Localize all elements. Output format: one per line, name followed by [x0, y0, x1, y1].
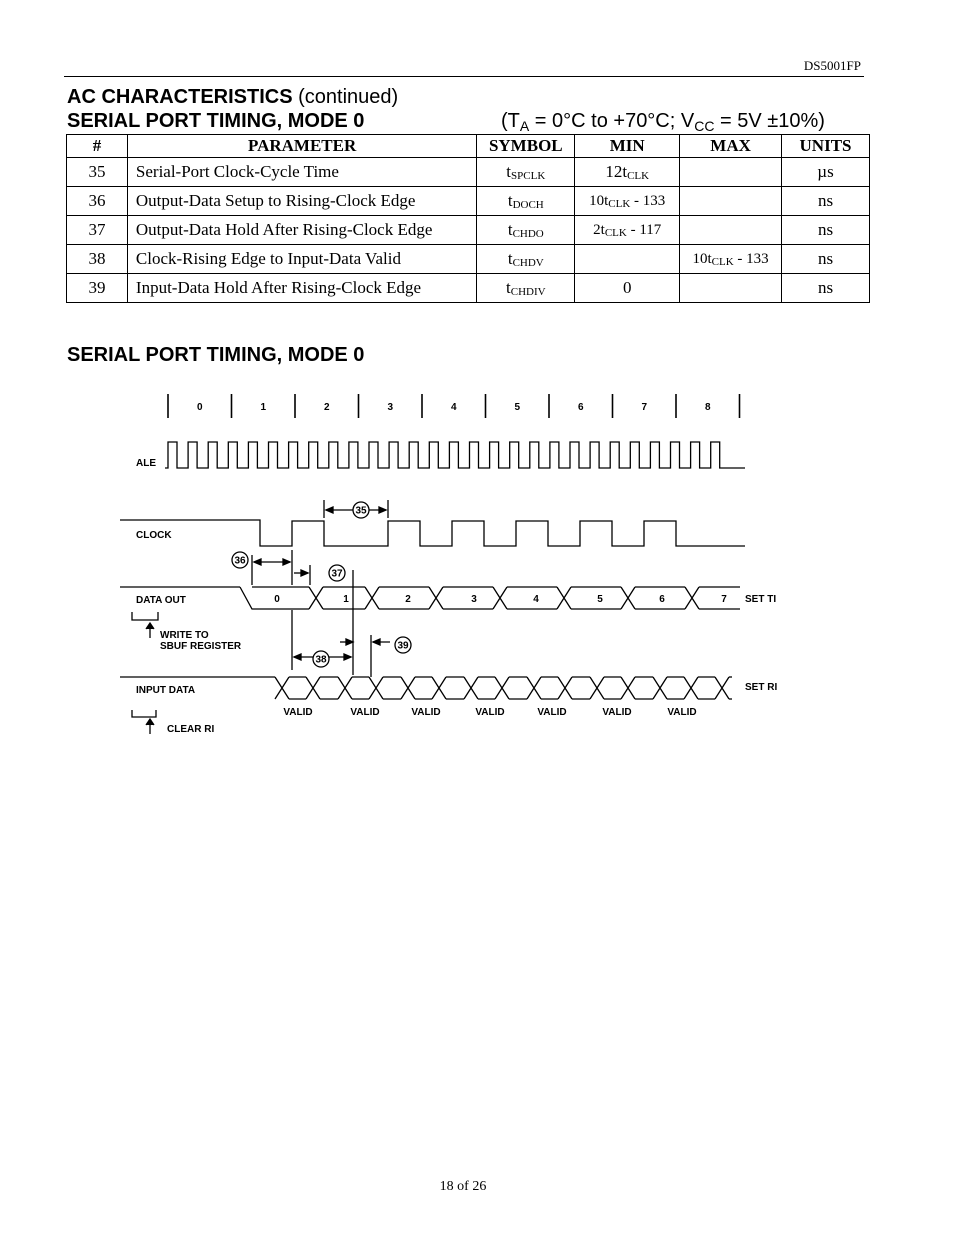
- row-units: µs: [782, 158, 870, 187]
- data-out-bit-label: 5: [597, 594, 603, 605]
- valid-label: VALID: [667, 707, 697, 718]
- ale-label: ALE: [136, 458, 156, 469]
- valid-label: VALID: [283, 707, 313, 718]
- table-title: SERIAL PORT TIMING, MODE 0: [67, 110, 365, 132]
- data-out-bit-label: 1: [343, 594, 349, 605]
- cond-sub-vcc: CC: [694, 118, 715, 134]
- data-out-bit-label: 3: [471, 594, 477, 605]
- row-num: 35: [67, 158, 128, 187]
- arrowhead-icon: [146, 719, 154, 725]
- state-label: 7: [641, 402, 648, 413]
- cond-prefix: (T: [501, 110, 520, 132]
- state-markers: [168, 394, 740, 418]
- header-min: MIN: [575, 135, 680, 158]
- arrowhead-icon: [373, 639, 380, 645]
- data-out-bit-label: 6: [659, 594, 665, 605]
- row-parameter: Output-Data Hold After Rising-Clock Edge: [127, 216, 476, 245]
- input-transition: [338, 677, 352, 699]
- input-transition: [306, 677, 320, 699]
- data-out-bit-label: 2: [405, 594, 411, 605]
- table-row: [67, 187, 870, 216]
- input-transition: [715, 677, 729, 699]
- input-transition: [495, 677, 509, 699]
- input-transition: [464, 677, 478, 699]
- row-symbol: $t_{SPCLK}$: [477, 158, 575, 187]
- valid-label: VALID: [350, 707, 380, 718]
- row-min: 0: [575, 274, 680, 303]
- sbuf-register-label: SBUF REGISTER: [160, 641, 242, 652]
- state-label: 1: [260, 402, 267, 413]
- table-row: [67, 274, 870, 303]
- input-transition: [684, 677, 698, 699]
- row-parameter: Serial-Port Clock-Cycle Time: [127, 158, 476, 187]
- ale-waveform: [165, 442, 745, 468]
- row-symbol: $t_{DOCH}$: [477, 187, 575, 216]
- row-parameter: Output-Data Setup to Rising-Clock Edge: [127, 187, 476, 216]
- row-num: 38: [67, 245, 128, 274]
- arrowhead-icon: [146, 623, 154, 629]
- data-out-transition: [365, 587, 379, 609]
- data-out-transition: [309, 587, 323, 609]
- row-parameter: Clock-Rising Edge to Input-Data Valid: [127, 245, 476, 274]
- timing-ref-label: 35: [355, 505, 367, 517]
- section-title: [67, 86, 398, 109]
- row-min: [575, 245, 680, 274]
- set-ti-label: SET TI: [745, 594, 777, 605]
- header-symbol: SYMBOL: [477, 135, 575, 158]
- row-max: [680, 216, 782, 245]
- arrowhead-icon: [344, 654, 351, 660]
- arrowhead-icon: [254, 559, 261, 565]
- data-out-label: DATA OUT: [136, 595, 186, 606]
- data-out-bit-label: 7: [721, 594, 727, 605]
- row-min: $10t_{CLK} - 133$: [575, 187, 680, 216]
- data-out-transition: [557, 587, 571, 609]
- table-header-row: [67, 135, 870, 158]
- row-units: ns: [782, 274, 870, 303]
- input-transition: [558, 677, 572, 699]
- input-data-label: INPUT DATA: [136, 685, 196, 696]
- timing-ref-label: 38: [315, 654, 327, 666]
- timing-diagram: [120, 380, 800, 760]
- header-units: UNITS: [782, 135, 870, 158]
- header-rule: [64, 76, 864, 77]
- state-label: 6: [577, 402, 584, 413]
- data-out-transition: [685, 587, 699, 609]
- valid-label: VALID: [475, 707, 505, 718]
- clear-ri-label: CLEAR RI: [167, 724, 215, 735]
- state-label: 0: [196, 402, 203, 413]
- document-id: DS5001FP: [803, 58, 861, 73]
- header-max: MAX: [680, 135, 782, 158]
- row-symbol: $t_{CHDIV}$: [477, 274, 575, 303]
- arrowhead-icon: [283, 559, 290, 565]
- ale-trace: [165, 442, 745, 468]
- cond-mid: = 0°C to +70°C; V: [529, 110, 695, 132]
- clock-waveform: [120, 520, 745, 546]
- header-parameter: PARAMETER: [127, 135, 476, 158]
- row-parameter: Input-Data Hold After Rising-Clock Edge: [127, 274, 476, 303]
- row-num: 36: [67, 187, 128, 216]
- row-symbol: $t_{CHDV}$: [477, 245, 575, 274]
- cond-suffix: = 5V ±10%): [714, 110, 825, 132]
- valid-label: VALID: [411, 707, 441, 718]
- arrowhead-icon: [379, 507, 386, 513]
- arrowhead-icon: [346, 639, 353, 645]
- row-units: ns: [782, 187, 870, 216]
- timing-ref-label: 37: [331, 568, 343, 580]
- operating-conditions: [501, 110, 825, 134]
- row-symbol: $t_{CHDO}$: [477, 216, 575, 245]
- page-footer: 18 of 26: [439, 1179, 487, 1194]
- clock-label: CLOCK: [136, 530, 172, 541]
- row-units: ns: [782, 216, 870, 245]
- set-ri-label: SET RI: [745, 682, 778, 693]
- input-transition: [527, 677, 541, 699]
- row-max: [680, 274, 782, 303]
- cond-sub-ta: A: [519, 118, 530, 134]
- table-row: [67, 216, 870, 245]
- row-num: 39: [67, 274, 128, 303]
- input-transition: [401, 677, 415, 699]
- input-transition: [653, 677, 667, 699]
- data-out-transition: [621, 587, 635, 609]
- header-num: #: [67, 135, 128, 158]
- data-out-bit-label: 0: [274, 594, 280, 605]
- valid-label: VALID: [602, 707, 632, 718]
- diagram-title: SERIAL PORT TIMING, MODE 0: [67, 344, 365, 366]
- data-out-bit-label: 4: [533, 594, 539, 605]
- data-out-waveform: [120, 587, 740, 638]
- row-num: 37: [67, 216, 128, 245]
- section-title-suffix: (continued): [298, 86, 399, 108]
- state-label: 3: [387, 402, 394, 413]
- table-row: [67, 245, 870, 274]
- input-transition: [621, 677, 635, 699]
- row-min: $12t_{CLK}$: [575, 158, 680, 187]
- input-transition: [590, 677, 604, 699]
- state-label: 5: [514, 402, 521, 413]
- timing-table: [66, 134, 870, 303]
- row-max: [680, 158, 782, 187]
- valid-label: VALID: [537, 707, 567, 718]
- arrowhead-icon: [326, 507, 333, 513]
- data-out-transition: [429, 587, 443, 609]
- state-label: 8: [704, 402, 711, 413]
- table-row: [67, 158, 870, 187]
- input-transition: [369, 677, 383, 699]
- row-min: $2t_{CLK} - 117$: [575, 216, 680, 245]
- state-label: 4: [450, 402, 457, 413]
- clear-ri-marker: [132, 710, 156, 717]
- row-max: [680, 187, 782, 216]
- state-label: 2: [323, 402, 330, 413]
- arrowhead-icon: [301, 570, 308, 576]
- row-max: $10t_{CLK} - 133$: [680, 245, 782, 274]
- timing-ref-label: 39: [397, 640, 409, 652]
- row-units: ns: [782, 245, 870, 274]
- section-title-main: AC CHARACTERISTICS: [67, 86, 293, 108]
- write-to-label: WRITE TO: [160, 630, 209, 641]
- timing-ref-label: 36: [234, 555, 246, 567]
- write-to-marker: [132, 612, 158, 620]
- input-transition: [275, 677, 289, 699]
- data-out-start: [240, 587, 292, 609]
- data-out-transition: [493, 587, 507, 609]
- clock-trace: [120, 520, 745, 546]
- arrowhead-icon: [294, 654, 301, 660]
- input-transition: [432, 677, 446, 699]
